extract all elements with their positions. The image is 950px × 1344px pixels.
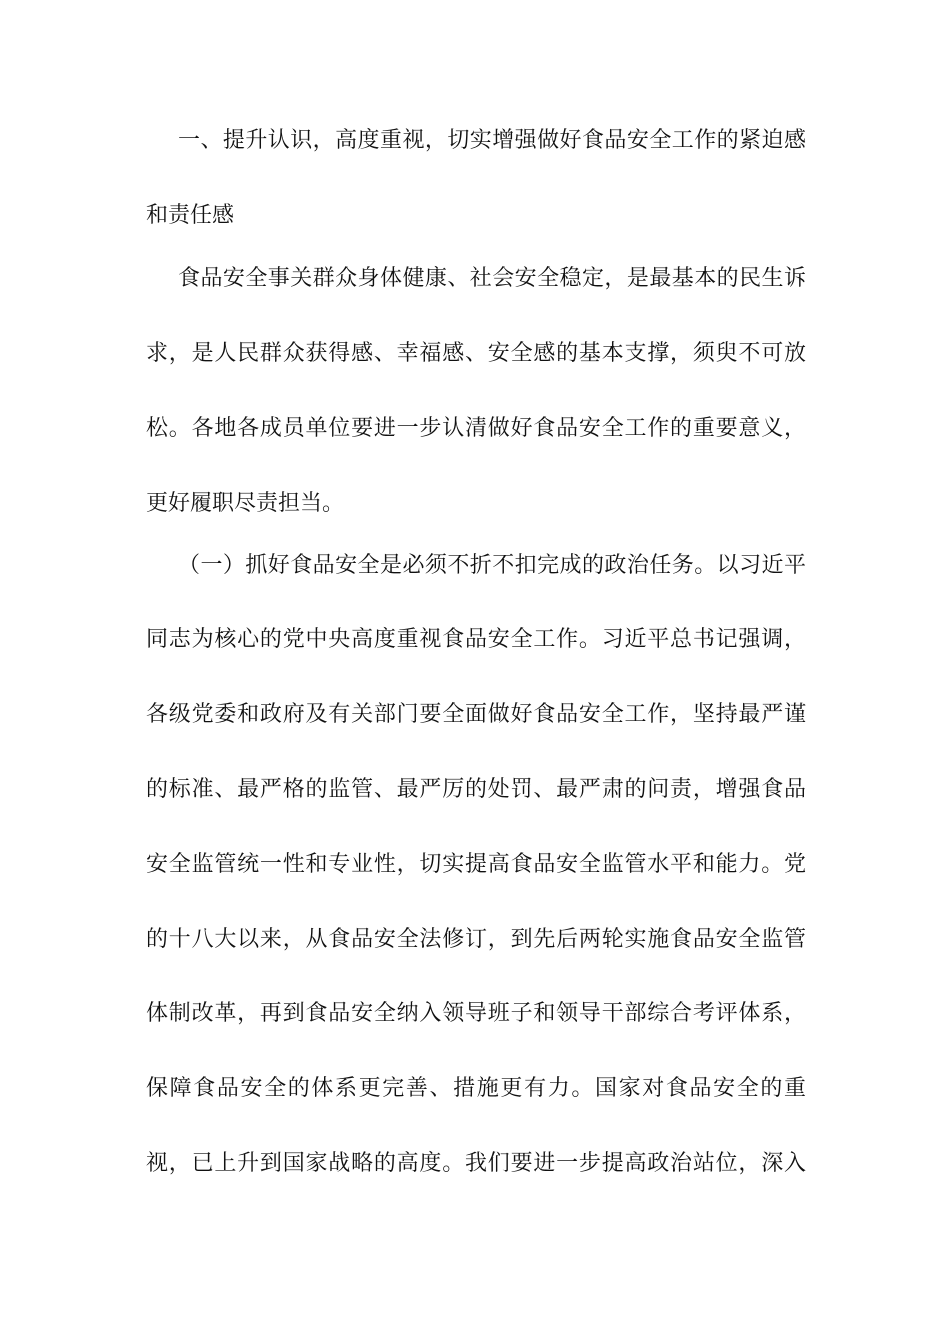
paragraph-2-line-7: 体制改革，再到食品安全纳入领导班子和领导干部综合考评体系， [146,1001,806,1026]
paragraph-2-line-5: 安全监管统一性和专业性，切实提高食品安全监管水平和能力。党 [146,852,806,877]
section-heading-line-1: 一、提升认识，高度重视，切实增强做好食品安全工作的紧迫感 [178,128,806,153]
paragraph-2-line-9: 视，已上升到国家战略的高度。我们要进一步提高政治站位，深入 [146,1151,806,1176]
paragraph-2-line-1: （一）抓好食品安全是必须不折不扣完成的政治任务。以习近平 [178,553,806,578]
paragraph-2-line-4: 的标准、最严格的监管、最严厉的处罚、最严肃的问责，增强食品 [146,777,806,802]
paragraph-1-line-1: 食品安全事关群众身体健康、社会安全稳定，是最基本的民生诉 [178,266,806,291]
paragraph-1-line-3: 松。各地各成员单位要进一步认清做好食品安全工作的重要意义， [146,416,806,441]
paragraph-1-line-4: 更好履职尽责担当。 [146,491,345,516]
paragraph-1-line-2: 求，是人民群众获得感、幸福感、安全感的基本支撑，须臾不可放 [146,341,806,366]
paragraph-2-line-6: 的十八大以来，从食品安全法修订，到先后两轮实施食品安全监管 [146,927,806,952]
paragraph-2-line-2: 同志为核心的党中央高度重视食品安全工作。习近平总书记强调， [146,627,806,652]
section-heading-line-2: 和责任感 [146,203,235,228]
paragraph-2-line-3: 各级党委和政府及有关部门要全面做好食品安全工作，坚持最严谨 [146,702,806,727]
paragraph-2-line-8: 保障食品安全的体系更完善、措施更有力。国家对食品安全的重 [146,1076,806,1101]
